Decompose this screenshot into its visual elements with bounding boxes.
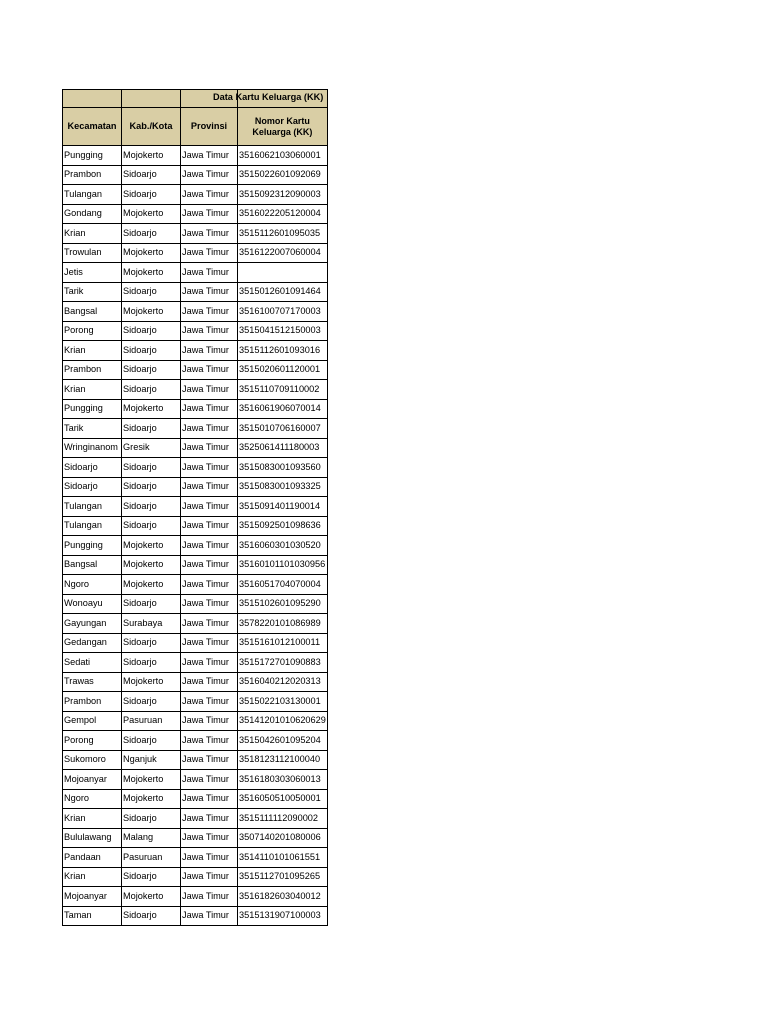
cell-kab-kota: Sidoarjo [122, 867, 181, 887]
cell-nomor-kk: 3525061411180003 [238, 438, 328, 458]
table-row [63, 224, 328, 244]
cell-provinsi: Jawa Timur [181, 243, 238, 263]
cell-nomor-kk: 3515092501098636 [238, 516, 328, 536]
table-row [63, 380, 328, 400]
cell-nomor-kk: 3516062103060001 [238, 146, 328, 166]
cell-provinsi: Jawa Timur [181, 438, 238, 458]
cell-provinsi: Jawa Timur [181, 867, 238, 887]
cell-nomor-kk: 3515083001093325 [238, 477, 328, 497]
cell-nomor-kk: 35160101101030956 [238, 555, 328, 575]
cell-kab-kota: Mojokerto [122, 536, 181, 556]
cell-nomor-kk: 3516060301030520 [238, 536, 328, 556]
cell-provinsi: Jawa Timur [181, 536, 238, 556]
title-row-cell-3 [181, 90, 324, 108]
cell-kab-kota: Sidoarjo [122, 185, 181, 205]
table-row [63, 692, 328, 712]
table-row [63, 672, 328, 692]
table-row [63, 204, 328, 224]
cell-kecamatan: Gedangan [63, 633, 122, 653]
title-row-cell-1 [63, 90, 122, 108]
cell-kecamatan: Porong [63, 321, 122, 341]
cell-kecamatan: Sidoarjo [63, 458, 122, 478]
cell-kab-kota: Sidoarjo [122, 380, 181, 400]
cell-nomor-kk: 3515110709110002 [238, 380, 328, 400]
cell-kab-kota: Sidoarjo [122, 282, 181, 302]
table-row [63, 419, 328, 439]
cell-kecamatan: Trawas [63, 672, 122, 692]
cell-nomor-kk: 3515022601092069 [238, 165, 328, 185]
cell-provinsi: Jawa Timur [181, 185, 238, 205]
cell-nomor-kk: 3515131907100003 [238, 906, 328, 926]
table-row [63, 867, 328, 887]
cell-nomor-kk: 3515083001093560 [238, 458, 328, 478]
table-row [63, 185, 328, 205]
cell-provinsi: Jawa Timur [181, 828, 238, 848]
cell-provinsi: Jawa Timur [181, 692, 238, 712]
table-row [63, 282, 328, 302]
cell-provinsi: Jawa Timur [181, 419, 238, 439]
cell-kab-kota: Sidoarjo [122, 906, 181, 926]
cell-kecamatan: Ngoro [63, 575, 122, 595]
cell-kab-kota: Mojokerto [122, 672, 181, 692]
cell-kab-kota: Sidoarjo [122, 477, 181, 497]
cell-provinsi: Jawa Timur [181, 204, 238, 224]
cell-kecamatan: Sukomoro [63, 750, 122, 770]
table-row [63, 848, 328, 868]
cell-nomor-kk: 3514110101061551 [238, 848, 328, 868]
cell-provinsi: Jawa Timur [181, 750, 238, 770]
cell-provinsi: Jawa Timur [181, 302, 238, 322]
cell-provinsi: Jawa Timur [181, 575, 238, 595]
cell-kab-kota: Mojokerto [122, 789, 181, 809]
table-row [63, 477, 328, 497]
cell-kecamatan: Sedati [63, 653, 122, 673]
cell-kecamatan: Trowulan [63, 243, 122, 263]
cell-kab-kota: Mojokerto [122, 887, 181, 907]
cell-nomor-kk: 3515042601095204 [238, 731, 328, 751]
cell-kecamatan: Tulangan [63, 516, 122, 536]
cell-kab-kota: Nganjuk [122, 750, 181, 770]
cell-kecamatan: Pungging [63, 536, 122, 556]
cell-provinsi: Jawa Timur [181, 341, 238, 361]
cell-nomor-kk: 3516022205120004 [238, 204, 328, 224]
cell-kab-kota: Sidoarjo [122, 692, 181, 712]
cell-kab-kota: Sidoarjo [122, 653, 181, 673]
cell-kab-kota: Sidoarjo [122, 341, 181, 361]
table-row [63, 711, 328, 731]
table-row [63, 302, 328, 322]
cell-nomor-kk: 3516040212020313 [238, 672, 328, 692]
table-row [63, 828, 328, 848]
cell-provinsi: Jawa Timur [181, 516, 238, 536]
header-kab-kota: Kab./Kota [122, 108, 181, 146]
cell-kab-kota: Sidoarjo [122, 458, 181, 478]
cell-kab-kota: Sidoarjo [122, 321, 181, 341]
cell-kecamatan: Bangsal [63, 302, 122, 322]
cell-provinsi: Jawa Timur [181, 458, 238, 478]
table-row [63, 243, 328, 263]
table-row [63, 146, 328, 166]
cell-kecamatan: Jetis [63, 263, 122, 283]
cell-kab-kota: Mojokerto [122, 204, 181, 224]
table-row [63, 750, 328, 770]
cell-provinsi: Jawa Timur [181, 594, 238, 614]
cell-kab-kota: Pasuruan [122, 711, 181, 731]
table-row [63, 360, 328, 380]
cell-nomor-kk: 3515112601095035 [238, 224, 328, 244]
cell-nomor-kk: 3516180303060013 [238, 770, 328, 790]
cell-nomor-kk: 3578220101086989 [238, 614, 328, 634]
cell-nomor-kk: 3515092312090003 [238, 185, 328, 205]
cell-nomor-kk: 3507140201080006 [238, 828, 328, 848]
cell-kecamatan: Pungging [63, 146, 122, 166]
cell-nomor-kk: 3515022103130001 [238, 692, 328, 712]
table-row [63, 614, 328, 634]
table-row [63, 633, 328, 653]
cell-kecamatan: Krian [63, 380, 122, 400]
cell-kab-kota: Malang [122, 828, 181, 848]
cell-nomor-kk: 3516050510050001 [238, 789, 328, 809]
cell-provinsi: Jawa Timur [181, 653, 238, 673]
cell-kecamatan: Tulangan [63, 497, 122, 517]
cell-kab-kota: Sidoarjo [122, 360, 181, 380]
cell-kecamatan: Sidoarjo [63, 477, 122, 497]
cell-nomor-kk: 3515112701095265 [238, 867, 328, 887]
cell-provinsi: Jawa Timur [181, 672, 238, 692]
cell-kecamatan: Wonoayu [63, 594, 122, 614]
cell-nomor-kk: 3516051704070004 [238, 575, 328, 595]
table-row [63, 789, 328, 809]
cell-provinsi: Jawa Timur [181, 906, 238, 926]
cell-kecamatan: Prambon [63, 360, 122, 380]
cell-kecamatan: Krian [63, 341, 122, 361]
cell-provinsi: Jawa Timur [181, 614, 238, 634]
header-nomor-kk: Nomor Kartu Keluarga (KK) [238, 108, 328, 146]
cell-kecamatan: Bangsal [63, 555, 122, 575]
cell-nomor-kk: 3515091401190014 [238, 497, 328, 517]
cell-nomor-kk: 3516061906070014 [238, 399, 328, 419]
cell-nomor-kk: 3515020601120001 [238, 360, 328, 380]
table-row [63, 809, 328, 829]
cell-nomor-kk [238, 263, 328, 283]
table-row [63, 165, 328, 185]
cell-kecamatan: Pungging [63, 399, 122, 419]
cell-kecamatan: Gayungan [63, 614, 122, 634]
cell-kab-kota: Sidoarjo [122, 497, 181, 517]
cell-nomor-kk: 3515161012100011 [238, 633, 328, 653]
cell-kab-kota: Mojokerto [122, 575, 181, 595]
cell-kab-kota: Sidoarjo [122, 516, 181, 536]
cell-kecamatan: Pandaan [63, 848, 122, 868]
table-title: Data Kartu Keluarga (KK) [213, 92, 324, 102]
cell-nomor-kk: 3515111112090002 [238, 809, 328, 829]
cell-provinsi: Jawa Timur [181, 321, 238, 341]
cell-provinsi: Jawa Timur [181, 633, 238, 653]
cell-kab-kota: Mojokerto [122, 243, 181, 263]
cell-nomor-kk: 3516122007060004 [238, 243, 328, 263]
cell-kab-kota: Sidoarjo [122, 633, 181, 653]
cell-kecamatan: Mojoanyar [63, 887, 122, 907]
kk-data-table [62, 89, 328, 926]
cell-kab-kota: Pasuruan [122, 848, 181, 868]
table-row [63, 594, 328, 614]
cell-nomor-kk: 3516182603040012 [238, 887, 328, 907]
cell-kecamatan: Gempol [63, 711, 122, 731]
cell-provinsi: Jawa Timur [181, 789, 238, 809]
cell-provinsi: Jawa Timur [181, 263, 238, 283]
cell-nomor-kk: 3515012601091464 [238, 282, 328, 302]
spreadsheet [62, 89, 328, 926]
table-row [63, 731, 328, 751]
cell-provinsi: Jawa Timur [181, 711, 238, 731]
cell-provinsi: Jawa Timur [181, 731, 238, 751]
table-row [63, 536, 328, 556]
cell-kecamatan: Tarik [63, 419, 122, 439]
cell-provinsi: Jawa Timur [181, 380, 238, 400]
cell-kecamatan: Taman [63, 906, 122, 926]
cell-kecamatan: Porong [63, 731, 122, 751]
cell-nomor-kk: 3518123112100040 [238, 750, 328, 770]
table-row [63, 438, 328, 458]
table-row [63, 770, 328, 790]
cell-kecamatan: Prambon [63, 165, 122, 185]
cell-kecamatan: Bululawang [63, 828, 122, 848]
cell-kab-kota: Sidoarjo [122, 165, 181, 185]
cell-kecamatan: Gondang [63, 204, 122, 224]
cell-provinsi: Jawa Timur [181, 497, 238, 517]
cell-kecamatan: Ngoro [63, 789, 122, 809]
cell-kab-kota: Mojokerto [122, 555, 181, 575]
title-row-cell-2 [122, 90, 181, 108]
table-row [63, 575, 328, 595]
cell-kab-kota: Sidoarjo [122, 594, 181, 614]
cell-kecamatan: Mojoanyar [63, 770, 122, 790]
cell-kecamatan: Krian [63, 867, 122, 887]
cell-kab-kota: Sidoarjo [122, 731, 181, 751]
cell-kecamatan: Krian [63, 224, 122, 244]
cell-kab-kota: Mojokerto [122, 146, 181, 166]
cell-nomor-kk: 3515112601093016 [238, 341, 328, 361]
cell-kab-kota: Mojokerto [122, 770, 181, 790]
cell-kab-kota: Gresik [122, 438, 181, 458]
cell-provinsi: Jawa Timur [181, 809, 238, 829]
cell-nomor-kk: 3516100707170003 [238, 302, 328, 322]
table-row [63, 497, 328, 517]
cell-provinsi: Jawa Timur [181, 282, 238, 302]
table-row [63, 458, 328, 478]
table-row [63, 263, 328, 283]
cell-provinsi: Jawa Timur [181, 165, 238, 185]
table-row [63, 555, 328, 575]
cell-provinsi: Jawa Timur [181, 848, 238, 868]
cell-nomor-kk: 3515172701090883 [238, 653, 328, 673]
cell-provinsi: Jawa Timur [181, 477, 238, 497]
cell-kab-kota: Mojokerto [122, 263, 181, 283]
cell-kab-kota: Sidoarjo [122, 809, 181, 829]
table-row [63, 321, 328, 341]
table-row [63, 887, 328, 907]
cell-kab-kota: Sidoarjo [122, 419, 181, 439]
table-row [63, 341, 328, 361]
cell-provinsi: Jawa Timur [181, 146, 238, 166]
cell-nomor-kk: 3515010706160007 [238, 419, 328, 439]
table-row [63, 399, 328, 419]
header-provinsi: Provinsi [181, 108, 238, 146]
cell-kab-kota: Surabaya [122, 614, 181, 634]
table-row [63, 516, 328, 536]
header-kecamatan: Kecamatan [63, 108, 122, 146]
cell-provinsi: Jawa Timur [181, 555, 238, 575]
cell-nomor-kk: 3515102601095290 [238, 594, 328, 614]
cell-kecamatan: Tulangan [63, 185, 122, 205]
cell-provinsi: Jawa Timur [181, 887, 238, 907]
cell-kecamatan: Tarik [63, 282, 122, 302]
cell-provinsi: Jawa Timur [181, 399, 238, 419]
table-row [63, 906, 328, 926]
cell-nomor-kk: 3515041512150003 [238, 321, 328, 341]
cell-nomor-kk: 35141201010620629 [238, 711, 328, 731]
cell-provinsi: Jawa Timur [181, 770, 238, 790]
cell-kecamatan: Prambon [63, 692, 122, 712]
cell-kab-kota: Mojokerto [122, 302, 181, 322]
title-row [63, 90, 328, 108]
header-row [63, 108, 328, 146]
cell-provinsi: Jawa Timur [181, 360, 238, 380]
cell-kecamatan: Krian [63, 809, 122, 829]
cell-kab-kota: Sidoarjo [122, 224, 181, 244]
table-row [63, 653, 328, 673]
cell-provinsi: Jawa Timur [181, 224, 238, 244]
cell-kab-kota: Mojokerto [122, 399, 181, 419]
cell-kecamatan: Wringinanom [63, 438, 122, 458]
